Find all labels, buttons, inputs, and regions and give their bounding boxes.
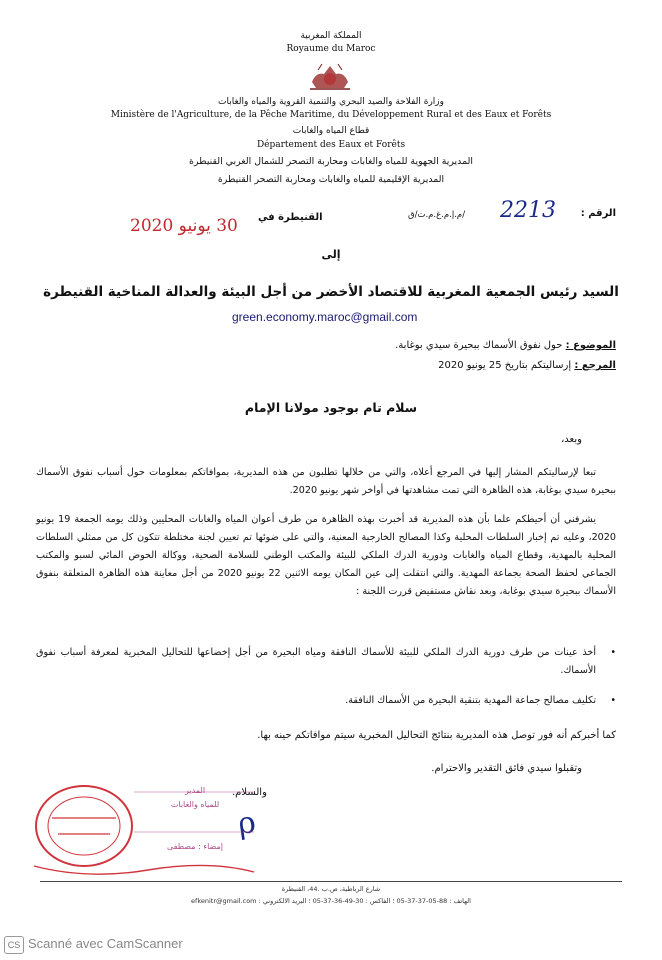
reference-label: المرجع : (574, 360, 616, 371)
bullet-item-2 (36, 692, 616, 710)
recipient-title: السيد رئيس الجمعية المغربية للاقتصاد الأخضر من أجل البيئة والعدالة المناخية القنيطرة (43, 284, 619, 300)
reference-number-code: /م.إ.م.غ.م.ت/ق (408, 210, 466, 220)
kingdom-ar: المملكة المغربية (300, 31, 362, 41)
bullet-text-2: تكليف مصالح جماعة المهدية بتنقية البحيرة من الأسماك النافقة. (345, 695, 596, 706)
closing-paragraph: كما أخبركم أنه فور توصل هذه المديرية بنتائج التحاليل المخبرية سيتم موافاتكم حينه بها. (257, 730, 616, 741)
paragraph-1: تبعا لإرساليتكم المشار إليها في المرجع أعلاه، والتي من خلالها تطلبون من هذه المديرية، بموافاتكم بمعلومات حول أسباب نفوق الأسماك ببحيرة سيدي بوغابة، هذه الظاهرة التي تمت مشاهدتها في أواخر شهر يونيو 2020. (36, 467, 616, 496)
reference-number-handwritten: 2213 (500, 198, 556, 223)
opening: وبعد، (561, 434, 582, 445)
ministry-ar: وزارة الفلاحة والصيد البحري والتنمية القروية والمياه والغابات (217, 97, 444, 107)
sector-fr: Département des Eaux et Forêts (256, 140, 406, 150)
courtesy-line: وتقبلوا سيدي فائق التقدير والاحترام. (431, 763, 582, 774)
date-handwritten: 30 يونيو 2020 (130, 216, 238, 236)
camscanner-logo-icon: CS (4, 936, 24, 954)
bullet-text-1: أخذ عينات من طرف دورية الدرك الملكي للبيئة للأسماك النافقة ومياه البحيرة من أجل إخضاعها للتحاليل المخبرية لمعرفة أسباب نفوق الأسماك. (36, 647, 596, 676)
handwritten-signature: ρ (235, 804, 258, 843)
stamp-line-2: للمياه والغابات (170, 800, 220, 809)
footer-divider (40, 881, 622, 882)
scanner-watermark (0, 930, 662, 960)
subject-line (395, 340, 616, 351)
footer-contacts: الهاتف : 88-05-37-37-05 ؛ الفاكس : 30-49-36-37-05 ؛ البريد الالكتروني : efkenitr@gmail.com (191, 897, 471, 905)
place-date-label: القنيطرة في (258, 212, 323, 223)
camscanner-label: Scanné avec CamScanner (28, 936, 183, 951)
kingdom-fr: Royaume du Maroc (286, 44, 376, 54)
sector-ar: قطاع المياه والغابات (292, 126, 370, 136)
regional-directorate: المديرية الجهوية للمياه والغابات ومحاربة التصحر للشمال الغربي القنيطرة (189, 156, 473, 167)
footer-address: شارع الرباطية، ص.ب .44، القنيطرة (281, 885, 381, 893)
greeting: سلام تام بوجود مولانا الإمام (244, 400, 418, 415)
royal-coat-of-arms-icon (306, 62, 354, 92)
stamp-line-3: إمضاء : مصطفى (167, 842, 223, 851)
reference-number-label: الرقم : (580, 208, 616, 219)
stamp-line-1: المدير (184, 786, 206, 795)
salutation: والسلام. (232, 787, 267, 798)
reference-line (438, 360, 616, 371)
recipient-to: إلى (321, 248, 341, 261)
subject-label: الموضوع : (565, 340, 616, 351)
bullet-icon: • (610, 695, 616, 706)
reference-text: إرساليتكم بتاريخ 25 يونيو 2020 (438, 360, 572, 371)
provincial-directorate: المديرية الإقليمية للمياه والغابات ومحاربة التصحر القنيطرة (217, 174, 445, 185)
bullet-item-1 (36, 644, 616, 680)
paragraph-2: يشرفني أن أحيطكم علما بأن هذه المديرية قد أخبرت بهذه الظاهرة من طرف أعوان المياه والغابات المحليين وذلك يومه الجمعة 19 يونيو 2020، وعليه تم إخبار السلطات المحلية وكذا المصالح الخارجية المعنية، والتي على ضوئها تم تعيين لجنة مختلطة تتكون كل من ممثلي السلطات المحلية بالمهدية، وقطاع المياه والغابات ودورية الدرك الملكي للبيئة والمكتب الوطني للسلامة الصحية، ووكالة الحوض المائي لسبو والمكتب الجماعي لحفظ الصحة بجماعة المهدية. والتي انتقلت إلى عين المكان يومه الاثنين 22 يونيو 2020 من أجل معاينة هذه الظاهرة المتعلقة بنفوق الأسماك ببحيرة سيدي بوغابة، وبعد نقاش مستفيض قررت اللجنة : (36, 514, 616, 597)
recipient-email: green.economy.maroc@gmail.com (232, 310, 418, 324)
bullet-icon: • (610, 647, 616, 658)
subject-text: حول نفوق الأسماك ببحيرة سيدي بوغابة. (395, 340, 563, 351)
ministry-fr: Ministère de l'Agriculture, de la Pêche Maritime, du Développement Rural et des Eaux et Forêts (110, 110, 552, 120)
